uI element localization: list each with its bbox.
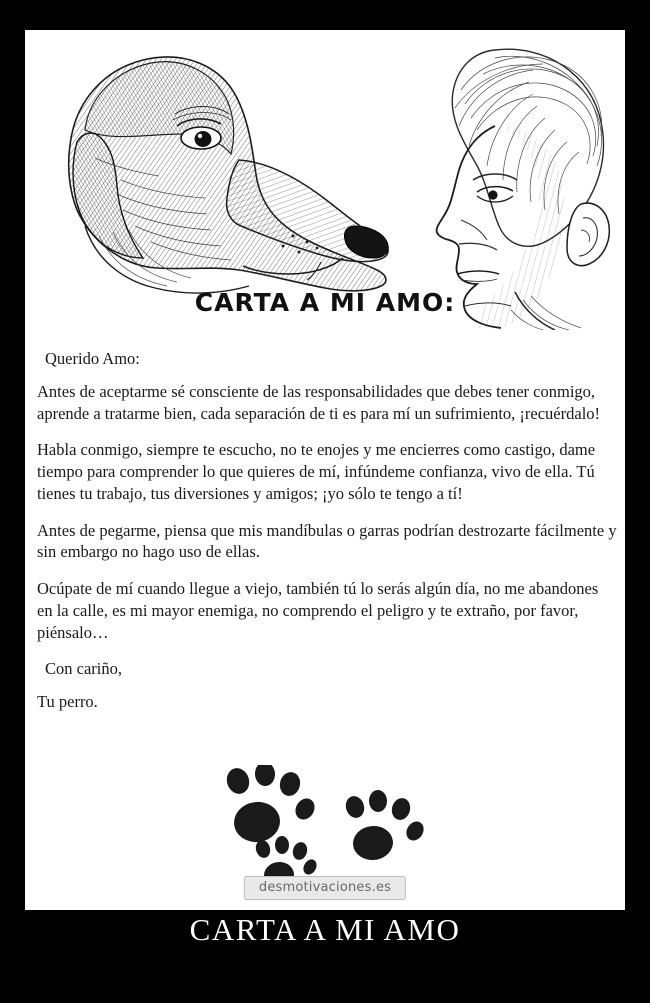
letter-paragraph-2: Habla conmigo, siempre te escucho, no te enojes y me encierres como castigo, dame tiempo para comprender lo que quieres de mí, infúndeme confianza, vivo de ella. Tú tienes tu trabajo, tus diversiones y amigos; ¡yo sólo te tengo a tí! <box>37 440 596 503</box>
image-panel <box>25 30 625 910</box>
letter-paragraph-3: Antes de pegarme, piensa que mis mandíbulas o garras podrían destrozarte fácilmente y sin embargo no hago uso de ellas. <box>37 520 617 562</box>
artwork <box>25 30 625 330</box>
poster-caption: CARTA A MI AMO <box>189 912 461 947</box>
watermark: desmotivaciones.es <box>244 876 406 900</box>
letter-closing: Con cariño, <box>45 659 122 679</box>
letter-paragraph-1: Antes de aceptarme sé consciente de las responsabilidades que debes tener conmigo, aprende a tratarme bien, cada separación de ti es para mí un sufrimiento, ¡recuérdalo! <box>37 381 601 423</box>
letter-body <box>37 348 617 728</box>
letter-salutation: Querido Amo: <box>45 349 140 368</box>
letter-signature: Tu perro. <box>37 692 98 712</box>
dog-head-sketch <box>69 57 389 293</box>
sketch-illustration <box>25 30 625 330</box>
letter-paragraph-4: Ocúpate de mí cuando llegue a viejo, también tú lo serás algún día, no me abandones en la calle, es mi mayor enemiga, no comprendo el peligro y te extraño, por favor, piénsalo… <box>37 579 599 642</box>
inner-title: CARTA A MI AMO: <box>194 288 456 317</box>
paw-prints <box>205 765 465 885</box>
paw-print <box>343 790 427 862</box>
paw-print <box>224 765 319 845</box>
